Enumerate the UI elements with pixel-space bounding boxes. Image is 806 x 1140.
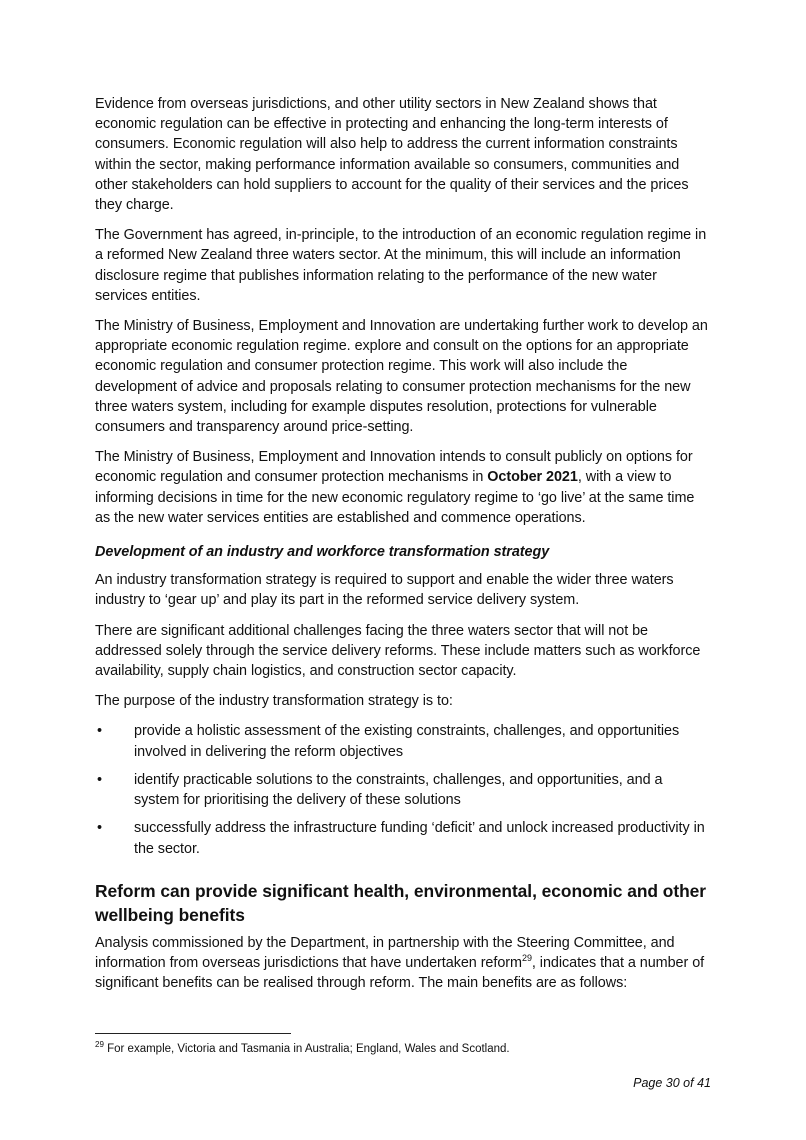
paragraph-strategy-required: An industry transformation strategy is required to support and enable the wider three waters industry to ‘gear up’ and play its part in the reformed service delivery system. (95, 572, 674, 609)
bullet-icon: • (97, 820, 102, 837)
footnote-reference[interactable]: 29 (521, 953, 532, 964)
footnote (95, 1041, 711, 1057)
footnote-text: For example, Victoria and Tasmania in Australia; England, Wales and Scotland. (103, 1043, 510, 1055)
footnote-number: 29 (95, 1040, 104, 1050)
paragraph-mbie-consultation (95, 447, 711, 528)
analysis-text-end: , indicates that a number of significant benefits can be realised through reform. The main benefits are as follows: (95, 954, 705, 992)
subheading-transformation-strategy: Development of an industry and workforce transformation strategy (95, 544, 550, 561)
page-body (95, 94, 711, 1003)
bullet-icon: • (97, 771, 102, 788)
section-heading-reform-benefits: Reform can provide significant health, environmental, economic and other wellbeing benefits (95, 880, 706, 925)
strategy-purpose-list (95, 721, 711, 858)
footnote-separator (95, 1033, 291, 1034)
list-item (95, 770, 711, 810)
list-item (95, 818, 711, 858)
paragraph-government-agreement: The Government has agreed, in-principle, to the introduction of an economic regulation regime in a reformed New Zealand three waters sector. At the minimum, this will include an information disclosure regime that publishes information relating to the performance of the new water services entities. (95, 227, 707, 304)
consultation-text-end: , with a view to informing decisions in time for the new economic regulatory regime to ‘go live’ at the same time as the new water services entities are established and commence operations. (95, 469, 695, 526)
list-item-text: provide a holistic assessment of the existing constraints, challenges, and opportunities involved in delivering the reform objectives (134, 723, 680, 760)
paragraph-economic-regulation-evidence: Evidence from overseas jurisdictions, and other utility sectors in New Zealand shows that economic regulation can be effective in protecting and enhancing the long-term interests of consumers. Economic regulation will also help to address the current information constraints within the sector, making performance information available so consumers, communities and other stakeholders can hold suppliers to account for the quality of their services and the prices they charge. (95, 96, 689, 214)
list-item-text: identify practicable solutions to the constraints, challenges, and opportunities, and a system for prioritising the delivery of these solutions (134, 771, 663, 809)
paragraph-analysis-commissioned (95, 933, 711, 994)
consultation-date: October 2021 (487, 469, 578, 486)
list-item-text: successfully address the infrastructure funding ‘deficit’ and unlock increased productivity in the sector. (134, 820, 705, 857)
page-number: Page 30 of 41 (633, 1076, 711, 1090)
bullet-icon: • (97, 723, 102, 740)
consultation-text-start: The Ministry of Business, Employment and Innovation intends to consult publicly on options for economic regulation and consumer protection mechanisms in (95, 449, 693, 486)
paragraph-additional-challenges: There are significant additional challenges facing the three waters sector that will not be addressed solely through the service delivery reforms. These include matters such as workforce availability, supply chain logistics, and construction sector capacity. (95, 622, 701, 680)
paragraph-mbie-further-work: The Ministry of Business, Employment and Innovation are undertaking further work to develop an appropriate economic regulation regime. explore and consult on the options for an appropriate economic regulation and consumer protection regime. This work will also include the development of advice and proposals relating to consumer protection mechanisms for the new three waters system, including for example disputes resolution, protections for vulnerable consumers and transparency around price-setting. (95, 318, 708, 436)
paragraph-strategy-purpose: The purpose of the industry transformation strategy is to: (95, 693, 453, 710)
analysis-text-start: Analysis commissioned by the Department, in partnership with the Steering Committee, and information from overseas jurisdictions that have undertaken reform (95, 934, 675, 971)
list-item (95, 721, 711, 761)
